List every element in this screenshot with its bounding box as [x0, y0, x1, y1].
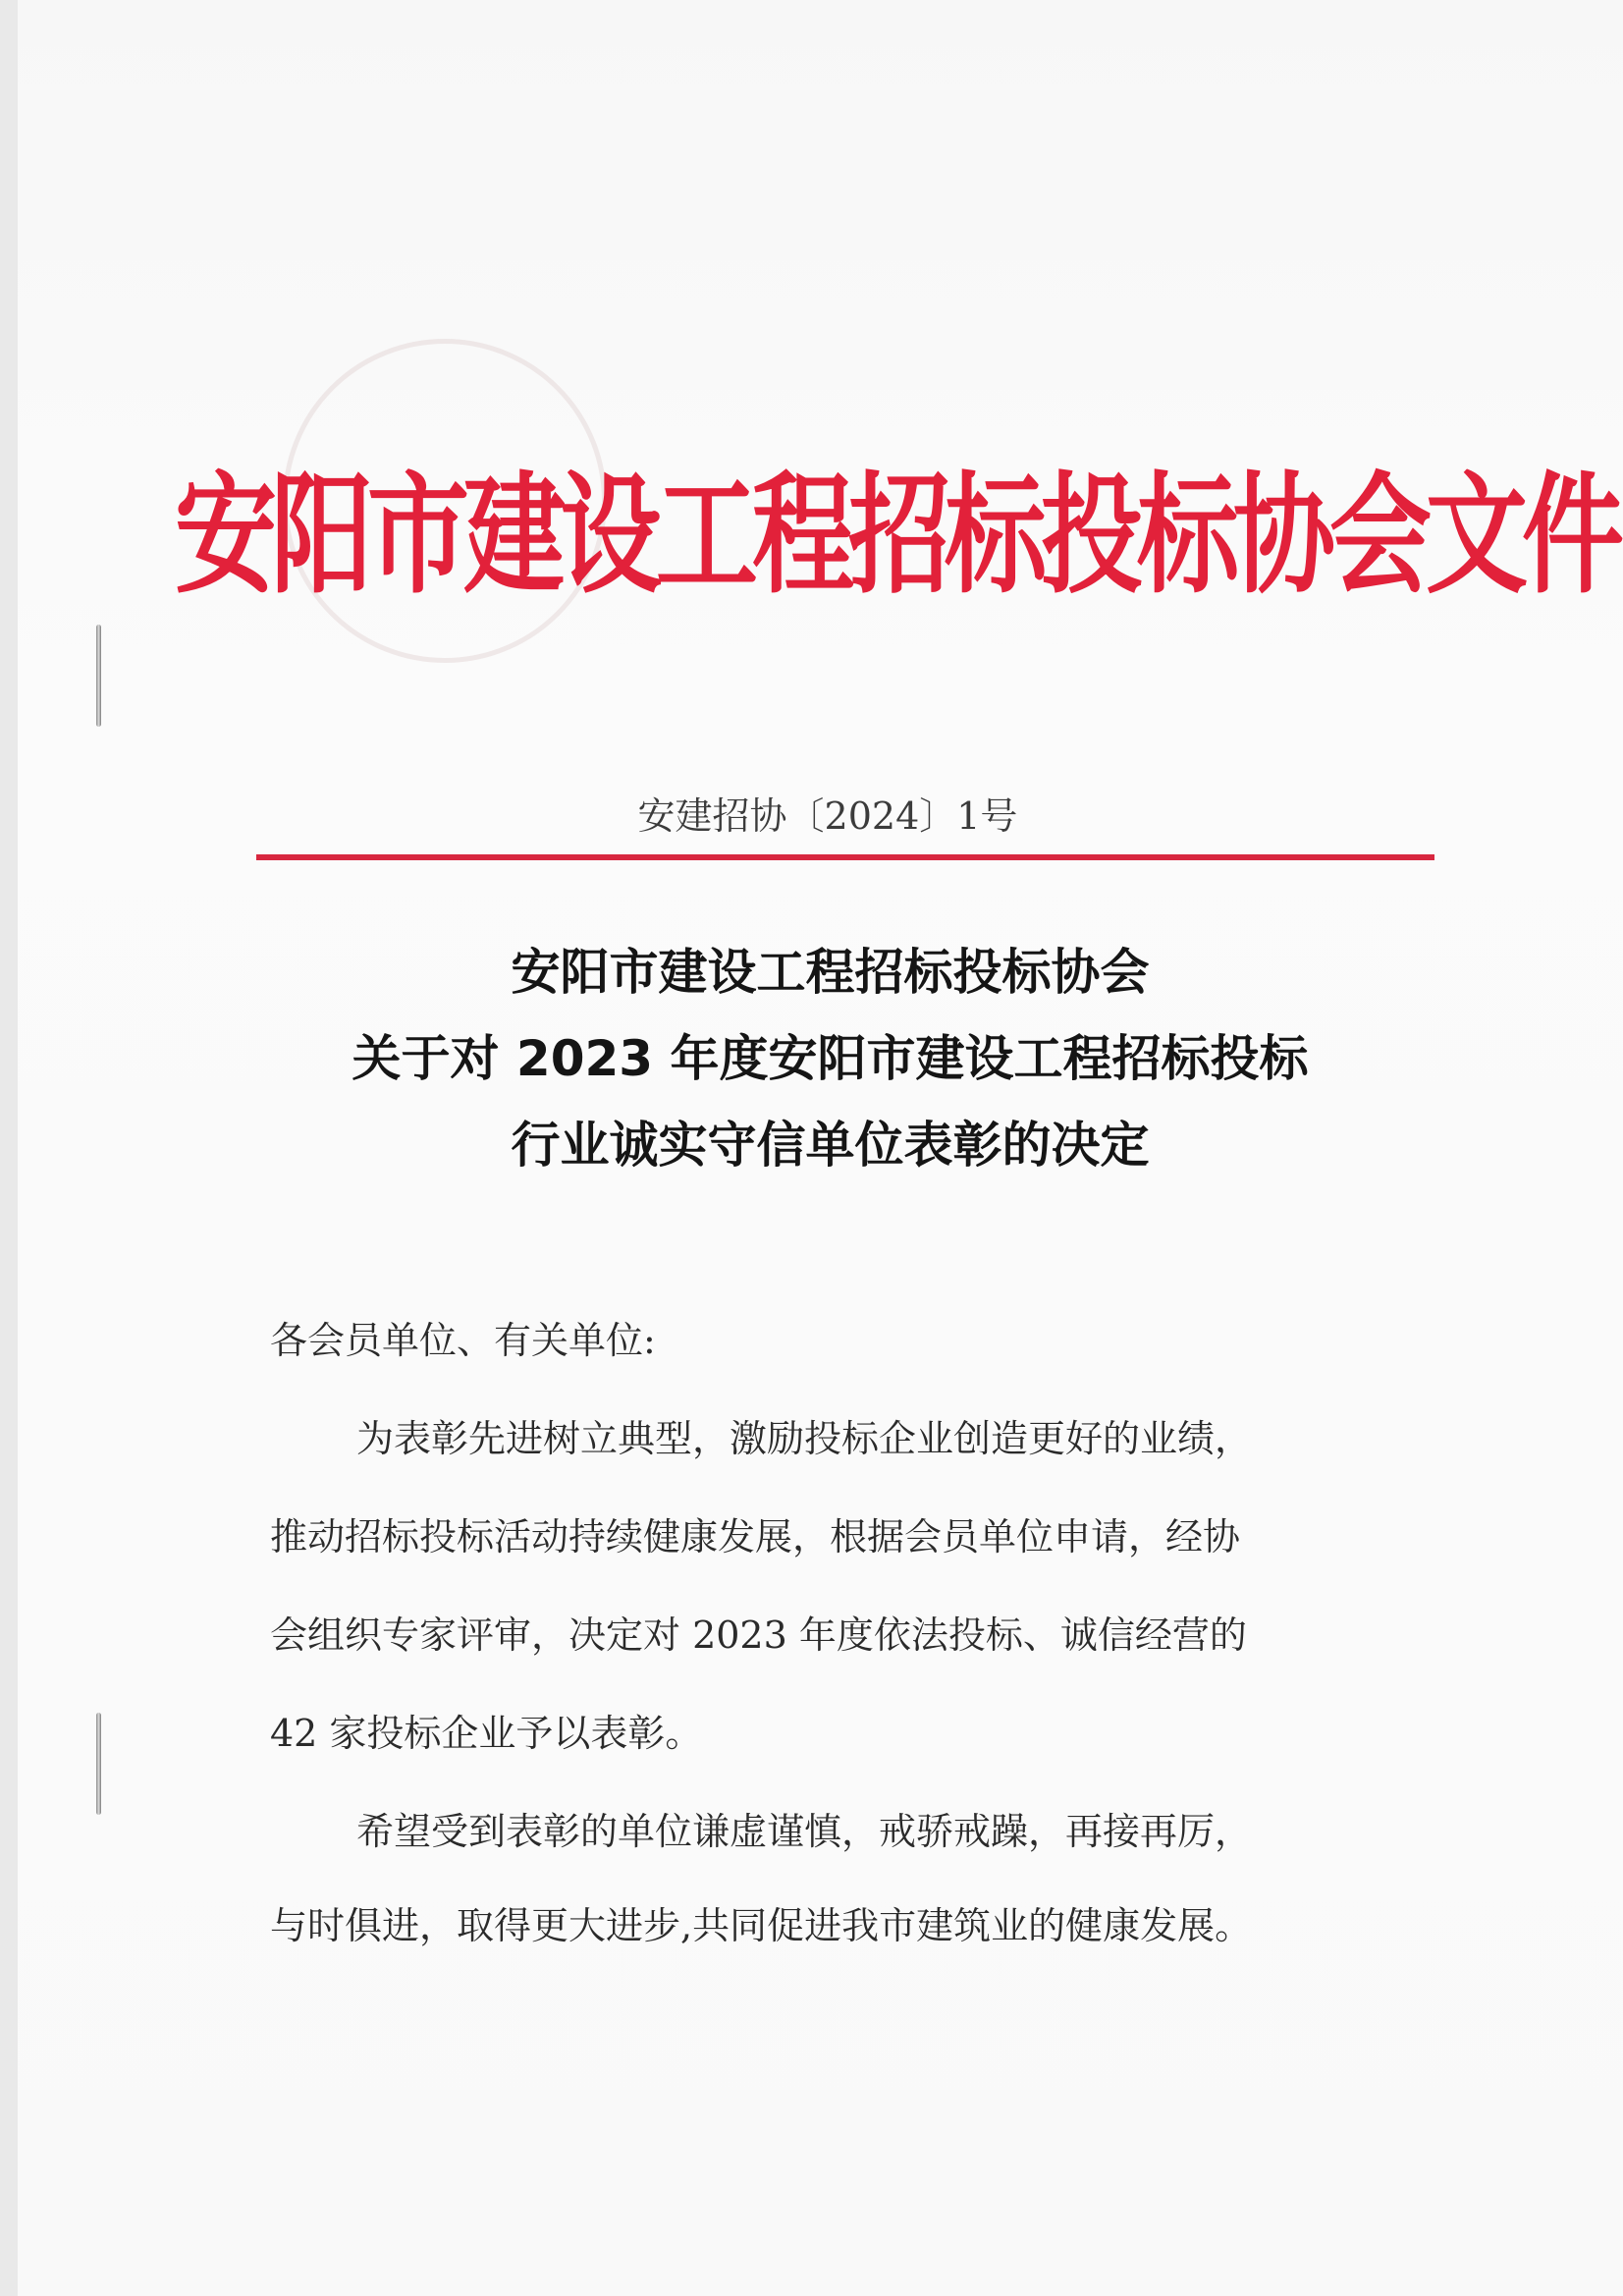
body-line: 希望受到表彰的单位谦虚谨慎，戒骄戒躁，再接再厉，: [356, 1810, 1253, 1853]
document-number: 安建招协〔2024〕1号: [637, 794, 1018, 838]
body-line: 会组织专家评审，决定对 2023 年度依法投标、诚信经营的: [270, 1613, 1247, 1657]
document-page: [18, 0, 1623, 2296]
body-line: 与时俱进，取得更大进步,共同促进我市建筑业的健康发展。: [270, 1904, 1253, 1947]
decision-title-line: 行业诚实守信单位表彰的决定: [511, 1117, 1150, 1174]
decision-title-line: 关于对 2023 年度安阳市建设工程招标投标: [352, 1030, 1309, 1087]
binding-edge: [0, 0, 18, 2296]
salutation: 各会员单位、有关单位:: [270, 1319, 656, 1362]
decision-title: [175, 929, 1486, 1188]
body-line: 推动招标投标活动持续健康发展，根据会员单位申请，经协: [270, 1515, 1241, 1558]
staple-top: [96, 625, 101, 727]
body-line: 42 家投标企业予以表彰。: [270, 1712, 703, 1755]
document-header-title: 安阳市建设工程招标投标协会文件: [175, 458, 1619, 613]
staple-bottom: [96, 1713, 101, 1815]
red-divider-rule: [256, 854, 1434, 860]
body-line: 为表彰先进树立典型，激励投标企业创造更好的业绩，: [356, 1417, 1253, 1460]
decision-title-line: 安阳市建设工程招标投标协会: [511, 944, 1150, 1001]
